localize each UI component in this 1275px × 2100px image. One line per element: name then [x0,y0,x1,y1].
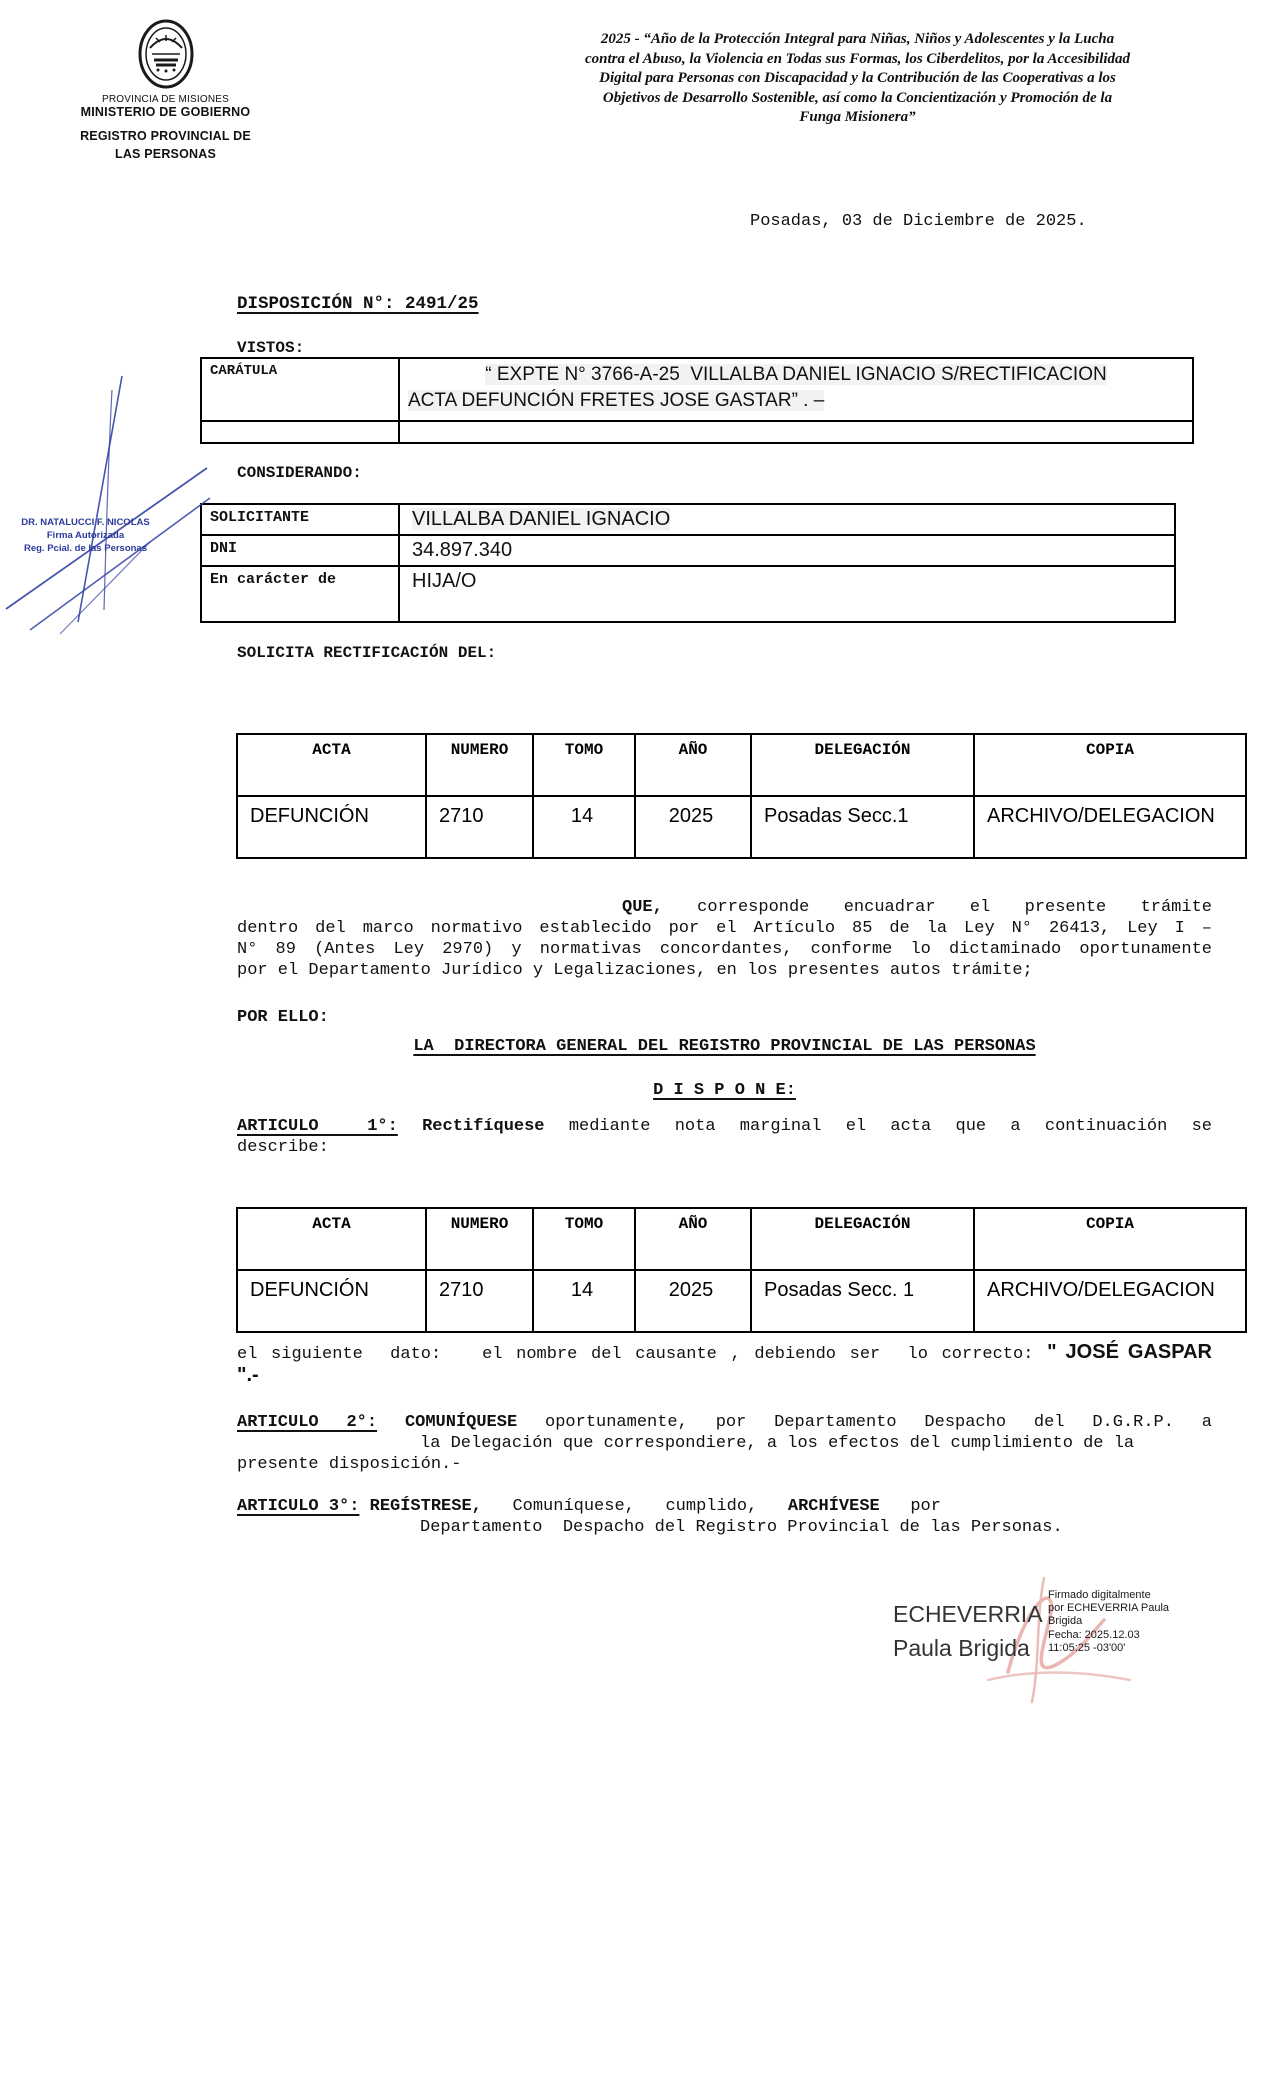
stamp-line: Firma Autorizada [46,530,125,541]
applicant-row-label: SOLICITANTE [202,505,400,534]
letterhead [58,18,273,161]
articulo-3 [237,1496,1212,1538]
column-header: DELEGACIÓN [752,1209,975,1271]
signer-given-name: Paula Brigida [893,1635,1030,1661]
authority-line: LA DIRECTORA GENERAL DEL REGISTRO PROVINCIAL DE LAS PERSONAS [413,1037,1036,1056]
articulo-1-line1: ARTICULO 1°: Rectifíquese mediante nota marginal el acta que a continuación se [237,1117,1212,1136]
year-motto [540,30,1175,128]
column-header: COPIA [975,1209,1245,1271]
column-header: TOMO [534,735,636,797]
acta-table-2 [236,1207,1247,1333]
que-line: N° 89 (Antes Ley 2970) y normativas concordantes, conforme lo dictaminado oportunamente [237,940,1212,959]
column-header: COPIA [975,735,1245,797]
articulo-2-line3: presente disposición.- [237,1455,462,1474]
table-cell: 14 [534,1271,636,1331]
por-ello-label: POR ELLO: [237,1008,329,1027]
signature-detail-line: por ECHEVERRIA Paula [1048,1602,1170,1615]
signature-detail-line: Fecha: 2025.12.03 [1048,1628,1140,1641]
que-paragraph [237,897,1212,981]
que-line: dentro del marco normativo establecido por el Artículo 85 de la Ley N° 26413, Ley I – [237,919,1212,938]
motto-line: contra el Abuso, la Violencia en Todas sus Formas, los Ciberdelitos, por la Accesibilidad [584,50,1131,67]
org-province: PROVINCIA DE MISIONES [101,94,229,105]
table-cell: DEFUNCIÓN [238,797,427,857]
articulo-2-line2: la Delegación que correspondiere, a los efectos del cumplimiento de la [420,1434,1135,1453]
applicant-row-value: HIJA/O [400,565,1174,619]
que-line: por el Departamento Jurídico y Legalizaciones, en los presentes autos trámite; [237,961,1033,980]
caratula-table [200,357,1194,444]
applicant-row-label: En carácter de [202,565,400,621]
column-header: ACTA [238,1209,427,1271]
applicant-row-value: 34.897.340 [400,534,1174,565]
table-cell: 2025 [636,1271,752,1331]
articulo-3-line2: Departamento Despacho del Registro Provincial de las Personas. [420,1518,1063,1537]
stamp-line: Reg. Pcial. de las Personas [23,543,148,554]
caratula-label: CARÁTULA [202,359,400,420]
articulo-1-line2: describe: [237,1138,329,1157]
motto-line: Objetivos de Desarrollo Sostenible, así como la Concientización y Promoción de la [602,89,1113,106]
correction-line1: el siguiente dato: el nombre del causante , debiendo ser lo correcto: " JOSÉ GASPAR [237,1341,1212,1364]
org-registry-line1: REGISTRO PROVINCIAL DE [80,129,251,143]
table-cell: 2025 [636,797,752,857]
articulo-2-line1: ARTICULO 2°: COMUNÍQUESE oportunamente, por Departamento Despacho del D.G.R.P. a [237,1413,1213,1432]
applicant-row-value: VILLALBA DANIEL IGNACIO [412,508,671,530]
signature-detail-line: Brigida [1048,1615,1083,1628]
column-header: ACTA [238,735,427,797]
solicita-label: SOLICITA RECTIFICACIÓN DEL: [237,644,497,662]
column-header: NUMERO [427,735,534,797]
applicant-row-label: DNI [202,534,400,565]
table-cell: 2710 [427,1271,534,1331]
digital-signature-name [893,1597,1053,1665]
org-registry-line2: LAS PERSONAS [114,147,217,161]
acta-table-1 [236,733,1247,859]
column-header: AÑO [636,735,752,797]
disposition-title: DISPOSICIÓN N°: 2491/25 [237,294,479,314]
vistos-label: VISTOS: [237,339,305,357]
caratula-value-line1: “ EXPTE N° 3766-A-25 VILLALBA DANIEL IGNACIO S/RECTIFICACION [485,364,1107,385]
column-header: TOMO [534,1209,636,1271]
column-header: DELEGACIÓN [752,735,975,797]
caratula-value-line2: ACTA DEFUNCIÓN FRETES JOSE GASTAR” . – [408,390,825,411]
table-cell: ARCHIVO/DELEGACION [987,805,1215,827]
pen-signature-strokes-icon [0,372,215,637]
misiones-coat-of-arms-icon [130,18,202,90]
signer-surname: ECHEVERRIA [893,1601,1043,1627]
date-line: Posadas, 03 de Diciembre de 2025. [750,212,1087,231]
caratula-empty-label-cell [202,420,400,442]
table-cell: Posadas Secc.1 [752,797,975,857]
signature-detail-line: Firmado digitalmente [1048,1589,1151,1601]
digital-signature-details [1048,1589,1193,1655]
articulo-1 [237,1116,1212,1158]
que-line: QUE, corresponde encuadrar el presente trámite [622,898,1212,917]
motto-line: Funga Misionera” [799,109,916,125]
stamp-line: DR. NATALUCCI F. NICOLAS [21,517,150,528]
column-header: AÑO [636,1209,752,1271]
considerando-label: CONSIDERANDO: [237,464,362,482]
table-cell: 14 [534,797,636,857]
correction-statement [237,1342,1212,1388]
signature-detail-line: 11:05:25 -03'00' [1048,1641,1126,1654]
table-cell: DEFUNCIÓN [238,1271,427,1331]
table-cell: Posadas Secc. 1 [752,1271,975,1331]
dispone-line: D I S P O N E: [653,1081,796,1100]
articulo-3-line1: ARTICULO 3°: REGÍSTRESE, Comuníquese, cumplido, ARCHÍVESE por [237,1497,941,1516]
authorizing-stamp [8,516,163,555]
correction-line2: ".- [237,1364,259,1386]
motto-line: Digital para Personas con Discapacidad y la Contribución de las Cooperativas a los [599,70,1116,86]
motto-line: 2025 - “Año de la Protección Integral para Niñas, Niños y Adolescentes y la Lucha [600,31,1115,47]
org-ministry: MINISTERIO DE GOBIERNO [80,105,251,119]
applicant-table [200,503,1176,623]
caratula-empty-value-cell [400,420,1192,442]
table-cell: ARCHIVO/DELEGACION [987,1279,1215,1301]
table-cell: 2710 [427,797,534,857]
articulo-2 [237,1412,1212,1475]
column-header: NUMERO [427,1209,534,1271]
